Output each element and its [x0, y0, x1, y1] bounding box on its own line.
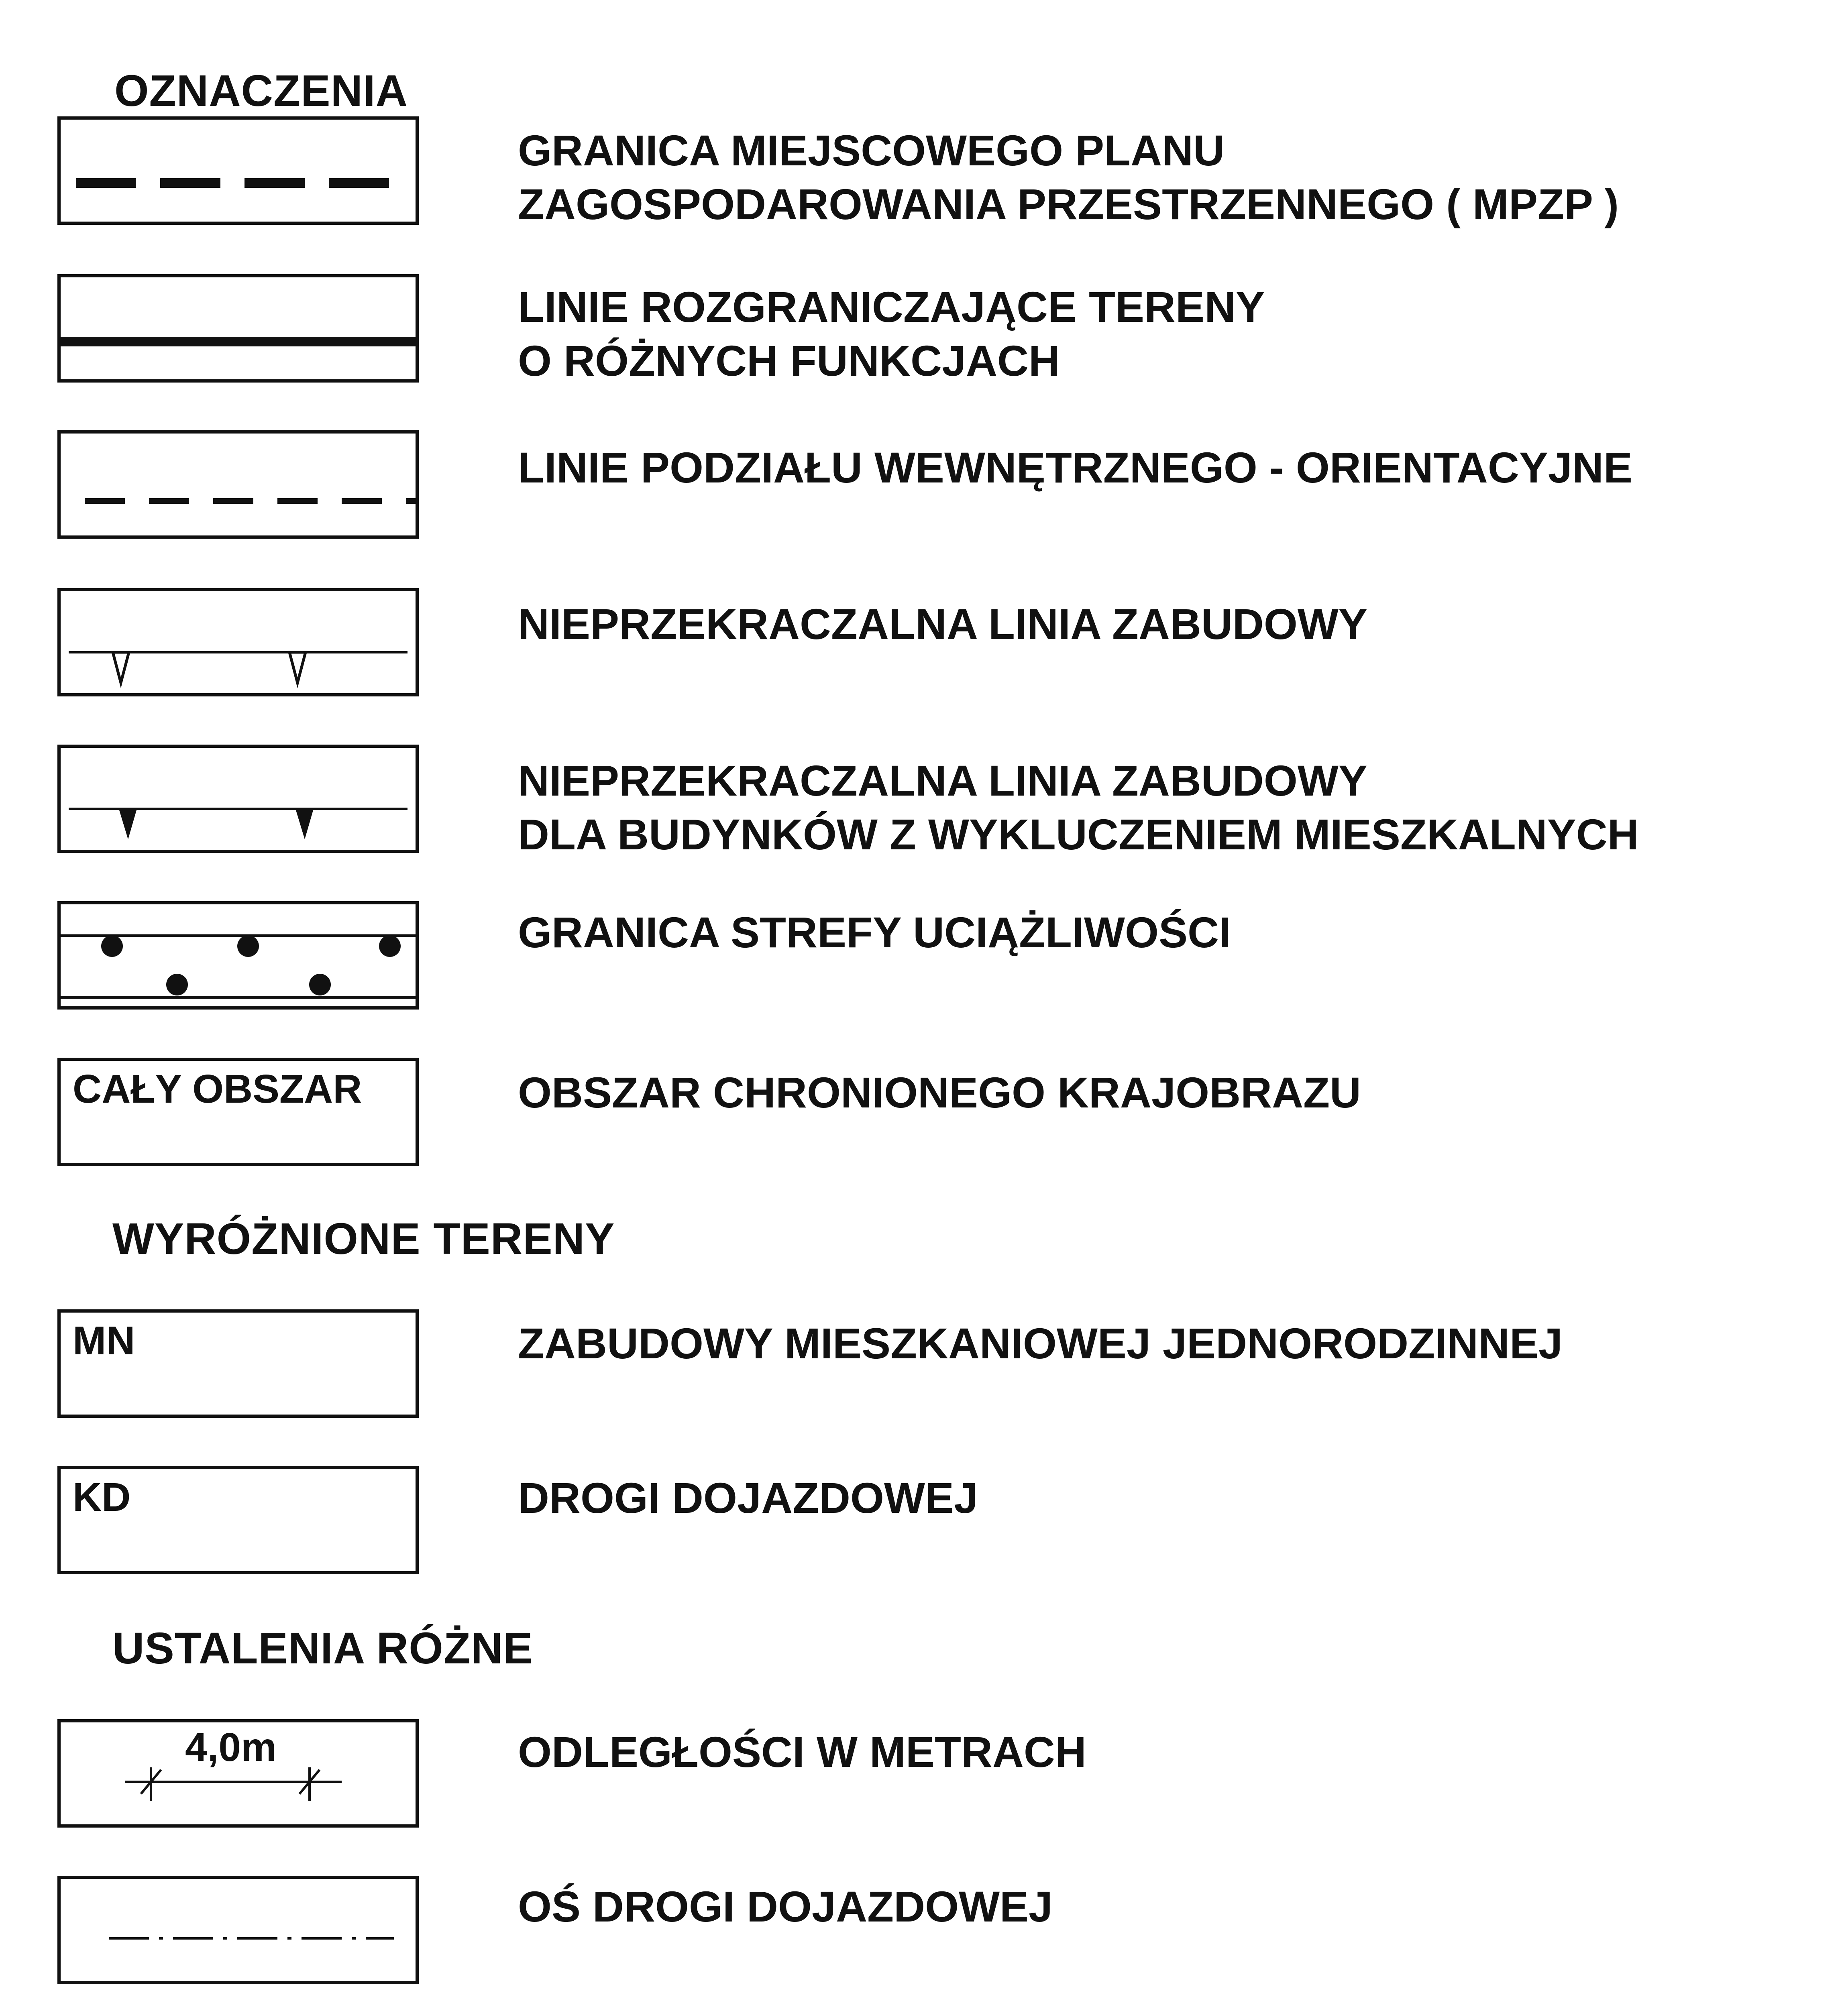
dashed-line-icon	[61, 434, 416, 535]
double-line-dots-icon	[61, 904, 416, 1006]
legend-symbol-building-line	[57, 588, 419, 696]
legend-code-label: CAŁY OBSZAR	[73, 1067, 362, 1111]
legend-symbol-mn	[57, 1309, 419, 1418]
legend-symbol-nuisance-zone	[57, 901, 419, 1010]
legend-desc-line: NIEPRZEKRACZALNA LINIA ZABUDOWY	[518, 756, 1367, 805]
legend-desc-line: ZAGOSPODAROWANIA PRZESTRZENNEGO ( MPZP )	[518, 180, 1619, 228]
section-heading-wyroznione: WYRÓŻNIONE TERENY	[112, 1214, 615, 1264]
filled-triangle-line-icon	[61, 748, 416, 850]
legend-desc-kd	[518, 1471, 978, 1525]
legend-desc-line: OŚ DROGI DOJAZDOWEJ	[518, 1882, 1053, 1931]
legend-desc-internal-division	[518, 441, 1632, 495]
legend-desc-dividing-lines	[518, 280, 1265, 388]
legend-desc-line: DLA BUDYNKÓW Z WYKLUCZENIEM MIESZKALNYCH	[518, 810, 1639, 859]
thick-solid-line-icon	[61, 277, 416, 379]
legend-desc-line: OBSZAR CHRONIONEGO KRAJOBRAZU	[518, 1068, 1361, 1117]
legend-desc-nuisance-zone	[518, 906, 1231, 959]
legend-desc-building-line-nonresidential	[518, 754, 1639, 861]
legend-desc-line: ODLEGŁOŚCI W METRACH	[518, 1728, 1086, 1776]
legend-symbol-protected-landscape	[57, 1058, 419, 1166]
open-triangle-line-icon	[61, 591, 416, 693]
dash-dot-line-icon	[61, 1879, 416, 1981]
legend-desc-line: ZABUDOWY MIESZKANIOWEJ JEDNORODZINNEJ	[518, 1319, 1563, 1368]
legend-desc-line: GRANICA STREFY UCIĄŻLIWOŚCI	[518, 908, 1231, 957]
legend-desc-line: DROGI DOJAZDOWEJ	[518, 1474, 978, 1522]
legend-symbol-dividing-lines	[57, 274, 419, 383]
legend-symbol-road-axis	[57, 1876, 419, 1984]
legend-desc-road-axis	[518, 1880, 1053, 1934]
section-heading-oznaczenia: OZNACZENIA	[114, 66, 408, 116]
legend-desc-line: GRANICA MIEJSCOWEGO PLANU	[518, 126, 1225, 175]
legend-symbol-kd	[57, 1466, 419, 1574]
legend-desc-line: O RÓŻNYCH FUNKCJACH	[518, 336, 1060, 385]
legend-desc-line: LINIE ROZGRANICZAJĄCE TERENY	[518, 283, 1265, 331]
legend-code-label: MN	[73, 1318, 135, 1363]
section-heading-ustalenia: USTALENIA RÓŻNE	[112, 1624, 533, 1673]
legend-symbol-distances	[57, 1719, 419, 1828]
thick-dashed-line-icon	[61, 120, 416, 222]
legend-desc-building-line	[518, 597, 1367, 651]
legend-desc-distances	[518, 1725, 1086, 1779]
legend-symbol-building-line-nonresidential	[57, 745, 419, 853]
legend-code-label: KD	[73, 1475, 131, 1520]
legend-desc-mn	[518, 1317, 1563, 1370]
legend-symbol-mpzp-boundary	[57, 116, 419, 225]
legend-desc-line: LINIE PODZIAŁU WEWNĘTRZNEGO - ORIENTACYJNE	[518, 443, 1632, 492]
legend-symbol-internal-division	[57, 430, 419, 539]
legend-desc-protected-landscape	[518, 1066, 1361, 1120]
legend-desc-mpzp-boundary	[518, 124, 1619, 231]
legend-desc-line: NIEPRZEKRACZALNA LINIA ZABUDOWY	[518, 600, 1367, 648]
dimension-label: 4,0m	[185, 1725, 277, 1770]
